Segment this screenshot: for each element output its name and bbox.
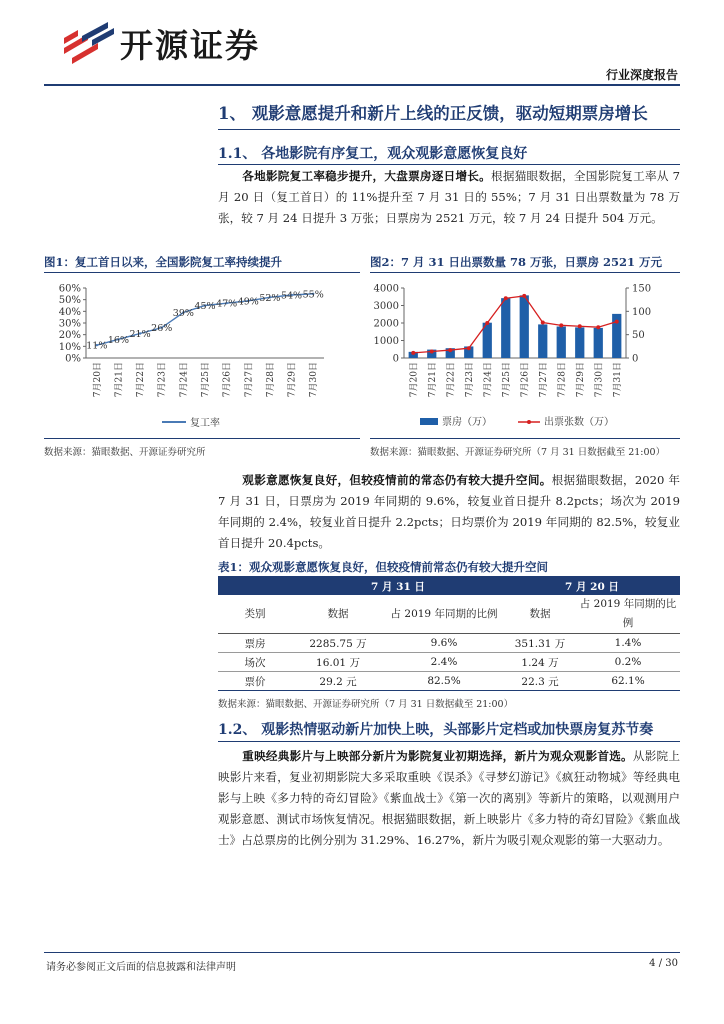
table-header-cell: 占 2019 年同期的比例 (384, 595, 504, 634)
y-tick-label: 60% (58, 283, 81, 295)
x-tick-label: 7月30日 (309, 362, 320, 398)
ticket-point (559, 323, 563, 327)
ticket-point (430, 349, 434, 353)
paragraph-recovery (218, 470, 680, 554)
legend-label-tickets: 出票张数（万） (544, 417, 614, 428)
table-band-jul31: 7 月 31 日 (292, 577, 504, 595)
ticket-point (596, 325, 600, 329)
ticket-point (467, 346, 471, 350)
ticket-point (541, 321, 545, 325)
table-cell: 票房 (218, 634, 292, 653)
y-tick-label: 10% (58, 341, 81, 353)
series-line-tickets (413, 296, 617, 353)
table-cell: 2285.75 万 (292, 634, 384, 653)
x-tick-label: 7月21日 (114, 362, 125, 398)
header-divider (44, 84, 680, 86)
y-tick-label: 0% (65, 353, 81, 365)
table-header-cell: 数据 (504, 595, 576, 634)
figure-2-bottom-rule (370, 438, 680, 439)
y-tick-label: 50% (58, 295, 81, 307)
legend-swatch-box-office (420, 418, 438, 425)
figure-2-title: 图2：7 月 31 日出票数量 78 万张，日票房 2521 万元 (370, 255, 663, 269)
page-header (0, 0, 724, 88)
data-label: 55% (302, 289, 324, 301)
subsection-1-1-title: 1.1、 各地影院有序复工，观众观影意愿恢复良好 (218, 146, 528, 162)
paragraph-body: 根据猫眼数据，2020 年 7 月 31 日，日票房为 2019 年同期的 9.6%，较复业首日提升 8.2pcts；场次为 2019 年同期的 2.4%，较复业首日提升 2.2pcts；日均票价为 2019 年同期的 82.5%，较复业首日提升 20.4pcts。 (218, 473, 680, 550)
paragraph-body: 根据猫眼数据，全国影院复工率从 7 月 20 日（复工首日）的 11%提升至 7 月 31 日的 55%；7 月 31 日出票数量为 78 万张，较 7 月 24 日提升 3 万张；日票房为 2521 万元，较 7 月 24 日提升 504 万元。 (218, 169, 680, 225)
table-1-title: 表1：观众观影意愿恢复良好，但较疫情前常态仍有较大提升空间 (218, 560, 548, 574)
y-tick-label: 20% (58, 330, 81, 342)
x-tick-label: 7月20日 (409, 362, 420, 398)
ticket-point (522, 294, 526, 298)
right-y-tick-label: 50 (632, 330, 645, 342)
page-number: 4 / 30 (649, 958, 678, 969)
left-y-tick-label: 0 (392, 353, 399, 365)
section-1-divider (218, 129, 680, 130)
table-cell: 0.2% (576, 653, 680, 672)
table-header-band (218, 577, 680, 595)
brand-name: 开源证券 (120, 26, 260, 65)
x-tick-label: 7月22日 (446, 362, 457, 398)
paragraph-lead: 观影意愿恢复良好，但较疫情前的常态仍有较大提升空间。 (242, 473, 552, 487)
footer-divider (44, 952, 680, 953)
x-tick-label: 7月25日 (501, 362, 512, 398)
paragraph-lead: 各地影院复工率稳步提升，大盘票房逐日增长。 (242, 169, 491, 183)
bar-box-office (520, 295, 529, 358)
data-label: 11% (86, 340, 108, 352)
left-y-tick-label: 2000 (373, 318, 399, 330)
y-tick-label: 30% (58, 318, 81, 330)
figure-2-source: 数据来源：猫眼数据、开源证券研究所（7 月 31 日数据截至 21:00） (370, 447, 666, 458)
x-tick-label: 7月28日 (265, 362, 276, 398)
x-tick-label: 7月25日 (201, 362, 211, 398)
data-label: 54% (280, 290, 303, 302)
table-band-jul20: 7 月 20 日 (504, 577, 680, 595)
report-type: 行业深度报告 (605, 68, 678, 82)
table-band-blank (218, 577, 292, 595)
table-cell: 场次 (218, 653, 292, 672)
data-label: 16% (107, 334, 130, 346)
ticket-point (615, 320, 619, 324)
y-tick-label: 40% (58, 306, 81, 318)
ticket-point (411, 351, 415, 355)
bar-box-office (538, 324, 547, 358)
ticket-point (448, 348, 452, 352)
table-cell: 16.01 万 (292, 653, 384, 672)
x-tick-label: 7月24日 (483, 362, 494, 398)
ticket-point (504, 296, 508, 300)
legend-marker-tickets (527, 420, 531, 424)
table-header-row (218, 595, 680, 634)
table-1 (218, 577, 680, 691)
table-row (218, 634, 680, 653)
x-tick-label: 7月22日 (136, 362, 147, 398)
table-cell: 29.2 元 (292, 672, 384, 691)
right-y-tick-label: 150 (632, 283, 652, 295)
table-header-cell: 类别 (218, 595, 292, 634)
figure-1-source: 数据来源：猫眼数据、开源证券研究所 (44, 447, 206, 458)
x-tick-label: 7月30日 (594, 362, 605, 398)
x-tick-label: 7月26日 (520, 362, 531, 398)
x-tick-label: 7月29日 (287, 362, 298, 398)
paragraph-lead: 重映经典影片与上映部分新片为影院复业初期选择，新片为观众观影首选。 (242, 749, 633, 763)
table-cell: 9.6% (384, 634, 504, 653)
subsection-1-2-title: 1.2、 观影热情驱动新片加快上映，头部影片定档或加快票房复苏节奏 (218, 722, 654, 738)
table-cell: 22.3 元 (504, 672, 576, 691)
x-tick-label: 7月23日 (464, 362, 475, 398)
figure-1-title: 图1：复工首日以来，全国影院复工率持续提升 (44, 255, 282, 269)
x-tick-label: 7月27日 (244, 362, 255, 398)
x-tick-label: 7月28日 (557, 362, 568, 398)
data-label: 26% (151, 323, 173, 335)
bar-box-office (557, 327, 566, 359)
right-y-tick-label: 100 (632, 306, 652, 318)
footer-disclaimer: 请务必参阅正文后面的信息披露和法律声明 (46, 962, 236, 973)
section-1-title: 1、 观影意愿提升和新片上线的正反馈，驱动短期票房增长 (218, 104, 648, 123)
left-y-tick-label: 3000 (373, 301, 399, 312)
bar-box-office (575, 327, 584, 358)
data-label: 47% (216, 298, 238, 310)
data-label: 21% (129, 329, 151, 340)
x-tick-label: 7月23日 (157, 362, 168, 398)
data-label: 52% (259, 292, 281, 304)
table-cell: 62.1% (576, 672, 680, 691)
x-tick-label: 7月31日 (612, 362, 623, 398)
ticket-point (485, 321, 489, 325)
x-tick-label: 7月21日 (427, 362, 438, 398)
x-tick-label: 7月26日 (222, 362, 233, 398)
table-row (218, 653, 680, 672)
subsection-1-2-divider (218, 741, 680, 742)
legend-label-box-office: 票房（万） (442, 417, 492, 428)
figure-2-combo-chart (370, 274, 680, 436)
x-tick-label: 7月20日 (92, 362, 103, 398)
bar-box-office (594, 328, 603, 358)
paragraph-body: 从影院上映影片来看，复业初期影院大多采取重映《误杀》《寻梦幻游记》《疯狂动物城》等经典电影与上映《多力特的奇幻冒险》《紫血战士》《第一次的离别》等新片的策略，以观测用户观影意愿、测试市场恢复情况。根据猫眼数据，新上映影片《多力特的奇幻冒险》《紫血战士》占总票房的比例分别为 31.29%、16.27%，新片为吸引观众观影的第一大驱动力。 (218, 749, 680, 847)
data-label: 49% (237, 296, 259, 308)
paragraph-reopening (218, 166, 680, 229)
table-header-cell: 占 2019 年同期的比例 (576, 595, 680, 634)
subsection-1-1-divider (218, 164, 680, 165)
figure-1-bottom-rule (44, 438, 360, 439)
table-cell: 票价 (218, 672, 292, 691)
left-y-tick-label: 1000 (373, 336, 399, 347)
data-label: 39% (172, 308, 194, 319)
table-row (218, 672, 680, 691)
table-cell: 82.5% (384, 672, 504, 691)
table-cell: 1.24 万 (504, 653, 576, 672)
x-tick-label: 7月29日 (575, 362, 586, 398)
figure-2-top-rule (370, 272, 680, 273)
legend-label: 复工率 (190, 418, 220, 429)
ticket-point (578, 324, 582, 328)
paragraph-new-films (218, 746, 680, 851)
left-y-tick-label: 4000 (373, 283, 399, 295)
data-label: 45% (194, 301, 216, 312)
table-header-cell: 数据 (292, 595, 384, 634)
table-cell: 2.4% (384, 653, 504, 672)
table-1-source: 数据来源：猫眼数据、开源证券研究所（7 月 31 日数据截至 21:00） (218, 699, 514, 710)
table-cell: 1.4% (576, 634, 680, 653)
right-y-tick-label: 0 (632, 353, 639, 365)
figure-1-top-rule (44, 272, 360, 273)
figure-1-line-chart (44, 274, 360, 436)
bar-box-office (501, 298, 510, 358)
x-tick-label: 7月24日 (179, 362, 190, 398)
table-cell: 351.31 万 (504, 634, 576, 653)
x-tick-label: 7月27日 (538, 362, 549, 398)
